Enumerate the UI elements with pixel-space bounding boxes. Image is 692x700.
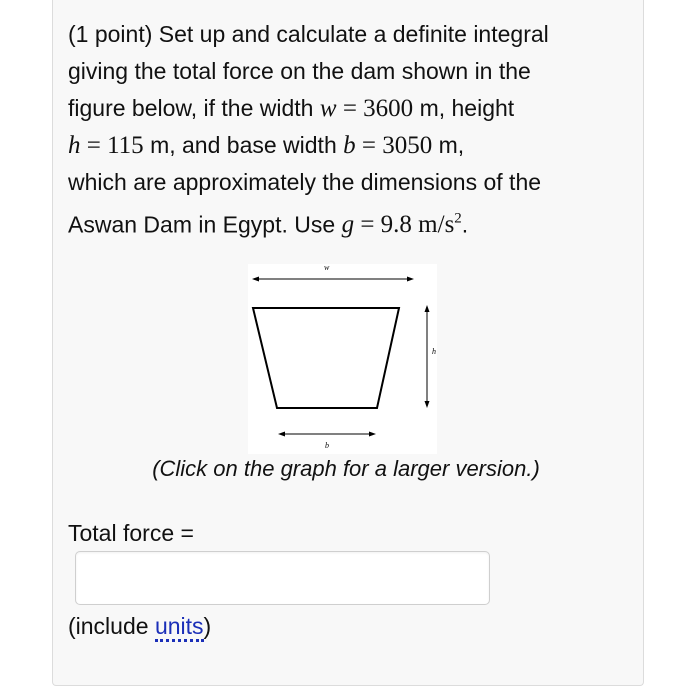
problem-line-5: which are approximately the dimensions of the <box>68 169 542 195</box>
width-arrow-left-head <box>252 277 259 282</box>
width-expression: w = 3600 <box>319 95 414 122</box>
dam-trapezoid <box>253 308 399 408</box>
height-expression: h = 115 <box>68 132 144 159</box>
base-arrow-right-head <box>369 432 376 437</box>
problem-line-1: (1 point) Set up and calculate a definite integral <box>68 21 549 47</box>
height-arrow-top-head <box>425 305 430 312</box>
height-label: h <box>432 347 436 356</box>
base-arrow-left-head <box>278 432 285 437</box>
problem-line-6: Aswan Dam in Egypt. Use g = 9.8 $m/s^2$. <box>68 211 469 239</box>
base-label: b <box>325 441 329 450</box>
problem-line-3: figure below, if the width w = 3600 m, height <box>68 95 515 122</box>
points-label: (1 point) <box>68 21 153 47</box>
total-force-label: Total force = <box>68 520 194 546</box>
units-help-link[interactable]: units <box>155 613 204 642</box>
width-label: w <box>324 264 330 272</box>
problem-line-4: h = 115 m, and base width b = 3050 m, <box>68 132 465 159</box>
dam-diagram[interactable] <box>248 264 437 454</box>
width-arrow-right-head <box>407 277 414 282</box>
height-arrow-bottom-head <box>425 401 430 408</box>
problem-statement <box>68 16 628 243</box>
total-force-input[interactable] <box>75 551 490 605</box>
problem-line-2: giving the total force on the dam shown in the <box>68 58 531 84</box>
gravity-expression: g = 9.8 $m/s^2$ <box>341 211 462 239</box>
base-expression: b = 3050 <box>343 132 433 159</box>
dam-figure[interactable] <box>248 264 437 454</box>
units-note: (include units) <box>68 609 211 643</box>
figure-caption: (Click on the graph for a larger version.) <box>152 456 540 481</box>
